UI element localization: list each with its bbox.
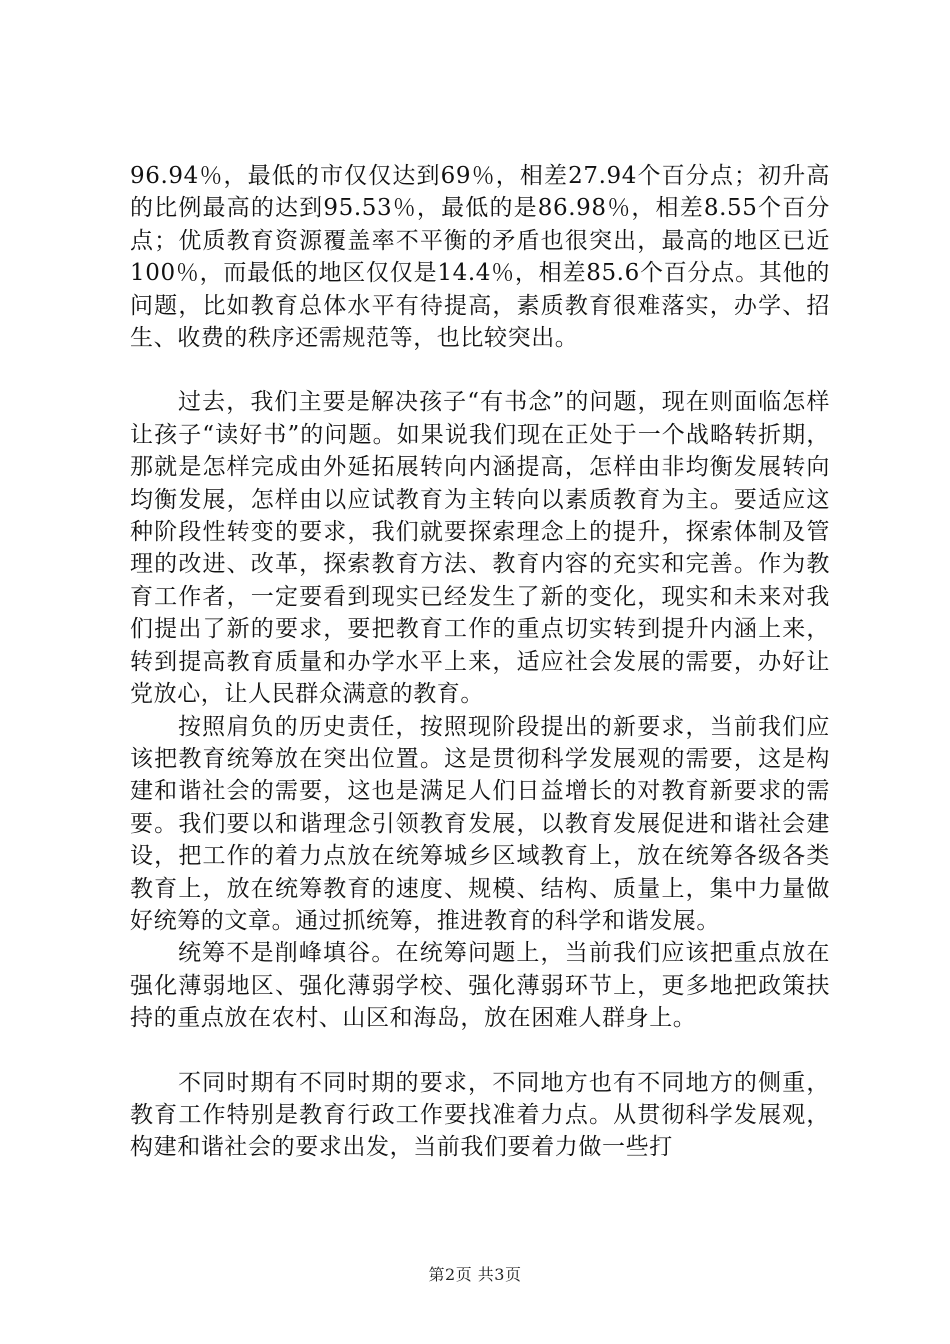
- paragraph-education-coordination: 按照肩负的历史责任，按照现阶段提出的新要求，当前我们应该把教育统筹放在突出位置。这是贯彻科学发展观的需要，这是构建和谐社会的需要，这也是满足人们日益增长的对教育新要求的需要。我们要以和谐理念引领教育发展，以教育发展促进和谐社会建设，把工作的着力点放在统筹城乡区域教育上，放在统筹各级各类教育上，放在统筹教育的速度、规模、结构、质量上，集中力量做好统筹的文章。通过抓统筹，推进教育的科学和谐发展。: [130, 713, 830, 934]
- paragraph-statistics: 96.94％，最低的市仅仅达到69％，相差27.94个百分点；初升高的比例最高的达到95.53％，最低的是86.98％，相差8.55个百分点；优质教育资源覆盖率不平衡的矛盾也很突出，最高的地区已近100％，而最低的地区仅仅是14.4％，相差85.6个百分点。其他的问题，比如教育总体水平有待提高，素质教育很难落实，办学、招生、收费的秩序还需规范等，也比较突出。: [130, 163, 830, 352]
- paragraph-coordination-focus: 统筹不是削峰填谷。在统筹问题上，当前我们应该把重点放在强化薄弱地区、强化薄弱学校、强化薄弱环节上，更多地把政策扶持的重点放在农村、山区和海岛，放在困难人群身上。: [130, 940, 830, 1032]
- paragraph-different-periods: 不同时期有不同时期的要求，不同地方也有不同地方的侧重，教育工作特别是教育行政工作要找准着力点。从贯彻科学发展观，构建和谐社会的要求出发，当前我们要着力做一些打: [130, 1069, 830, 1161]
- paragraph-transition-period: 过去，我们主要是解决孩子“有书念”的问题，现在则面临怎样让孩子“读好书”的问题。如果说我们现在正处于一个战略转折期，那就是怎样完成由外延拓展转向内涵提高，怎样由非均衡发展转向均衡发展，怎样由以应试教育为主转向以素质教育为主。要适应这种阶段性转变的要求，我们就要探索理念上的提升，探索体制及管理的改进、改革，探索教育方法、教育内容的充实和完善。作为教育工作者，一定要看到现实已经发生了新的变化，现实和未来对我们提出了新的要求，要把教育工作的重点切实转到提升内涵上来，转到提高教育质量和办学水平上来，适应社会发展的需要，办好让党放心，让人民群众满意的教育。: [130, 389, 830, 708]
- page-number-footer: 第2页 共3页: [428, 1265, 522, 1284]
- document-body: [130, 160, 830, 1164]
